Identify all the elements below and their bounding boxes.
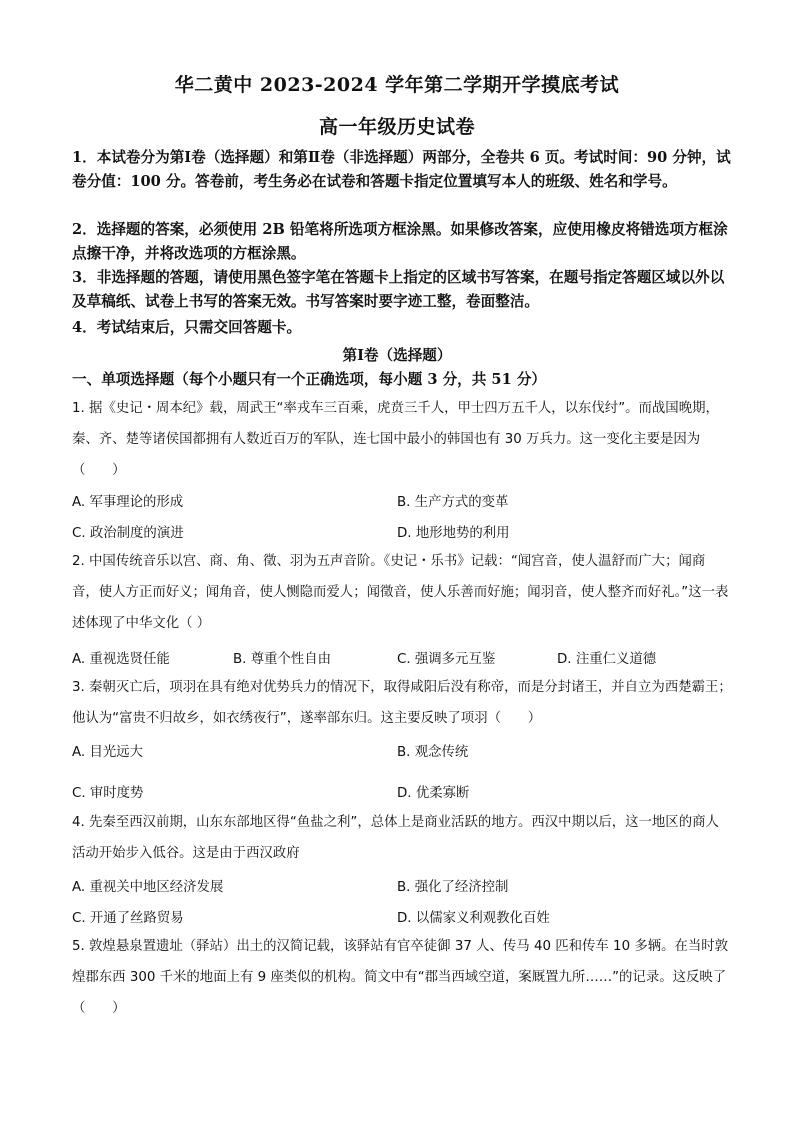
- section-title: 第Ⅰ卷（选择题）: [342, 347, 452, 364]
- question-4-stem: 4. 先秦至西汉前期，山东东部地区得“鱼盐之利”，总体上是商业活跃的地方。西汉中期以后，这一地区的商人活动开始步入低谷。这是由于西汉政府: [72, 815, 719, 861]
- question-2-option-a[interactable]: A. 重视选贤任能: [72, 652, 170, 667]
- part-heading: 一、单项选择题（每个小题只有一个正确选项，每小题 3 分，共 51 分）: [72, 371, 547, 388]
- question-3-option-a[interactable]: A. 目光远大: [72, 745, 143, 760]
- question-2-option-d[interactable]: D. 注重仁义道德: [557, 652, 657, 667]
- question-3-option-c[interactable]: C. 审时度势: [72, 786, 144, 801]
- question-2-option-c[interactable]: C. 强调多元互鉴: [397, 652, 496, 667]
- question-2-stem: 2. 中国传统音乐以宫、商、角、徵、羽为五声音阶。《史记・乐书》记载：“闻宫音，使人温舒而广大；闻商音，使人方正而好义；闻角音，使人恻隐而爱人；闻徵音，使人乐善而好施；闻羽音，使人整齐而好礼。”这一表述体现了中华文化（ ）: [72, 554, 729, 631]
- question-3-option-b[interactable]: B. 观念传统: [397, 745, 469, 760]
- exam-title: 华二黄中 2023-2024 学年第二学期开学摸底考试: [174, 74, 620, 96]
- question-4-option-a[interactable]: A. 重视关中地区经济发展: [72, 880, 224, 895]
- instruction-4: 4．考试结束后，只需交回答题卡。: [72, 319, 302, 336]
- question-4-option-d[interactable]: D. 以儒家义利观教化百姓: [397, 911, 550, 926]
- question-3-option-d[interactable]: D. 优柔寡断: [397, 786, 470, 801]
- instruction-2: 2．选择题的答案，必须使用 2B 铅笔将所选项方框涂黑。如果修改答案，应使用橡皮将错选项方框涂点擦干净，并将改选项的方框涂黑。: [72, 221, 728, 262]
- question-1-option-c[interactable]: C. 政治制度的演进: [72, 526, 184, 541]
- question-4-option-b[interactable]: B. 强化了经济控制: [397, 880, 509, 895]
- question-1-option-d[interactable]: D. 地形地势的利用: [397, 526, 510, 541]
- exam-subtitle: 高一年级历史试卷: [318, 116, 475, 138]
- question-5-stem: 5. 敦煌悬泉置遗址（驿站）出土的汉简记载，该驿站有官卒徒御 37 人、传马 40 匹和传车 10 多辆。在当时敦煌郡东西 300 千米的地面上有 9 座类似的机构。简文中有“郡当西域空道，案厩置九所……”的记录。这反映了（ ）: [72, 939, 729, 1016]
- instruction-3: 3．非选择题的答题，请使用黑色签字笔在答题卡上指定的区域书写答案，在题号指定答题区域以外以及草稿纸、试卷上书写的答案无效。书写答案时要字迹工整，卷面整洁。: [72, 269, 725, 310]
- question-1-option-a[interactable]: A. 军事理论的形成: [72, 495, 184, 510]
- question-4-option-c[interactable]: C. 开通了丝路贸易: [72, 911, 184, 926]
- question-2-option-b[interactable]: B. 尊重个性自由: [233, 652, 332, 667]
- question-1-option-b[interactable]: B. 生产方式的变革: [397, 495, 509, 510]
- instruction-1: 1．本试卷分为第Ⅰ卷（选择题）和第Ⅱ卷（非选择题）两部分，全卷共 6 页。考试时间：90 分钟，试卷分值：100 分。答卷前，考生务必在试卷和答题卡指定位置填写本人的班级、姓名和学号。: [72, 149, 731, 190]
- question-3-stem: 3. 秦朝灭亡后，项羽在具有绝对优势兵力的情况下，取得咸阳后没有称帝，而是分封诸王，并自立为西楚霸王；他认为“富贵不归故乡，如衣绣夜行”，遂率部东归。这主要反映了项羽（ ）: [72, 680, 732, 726]
- question-1-stem: 1. 据《史记・周本纪》载，周武王“率戎车三百乘，虎贲三千人，甲士四万五千人，以东伐纣”。而战国晚期，秦、齐、楚等诸侯国都拥有人数近百万的军队，连七国中最小的韩国也有 30 万兵力。这一变化主要是因为（ ）: [72, 401, 719, 478]
